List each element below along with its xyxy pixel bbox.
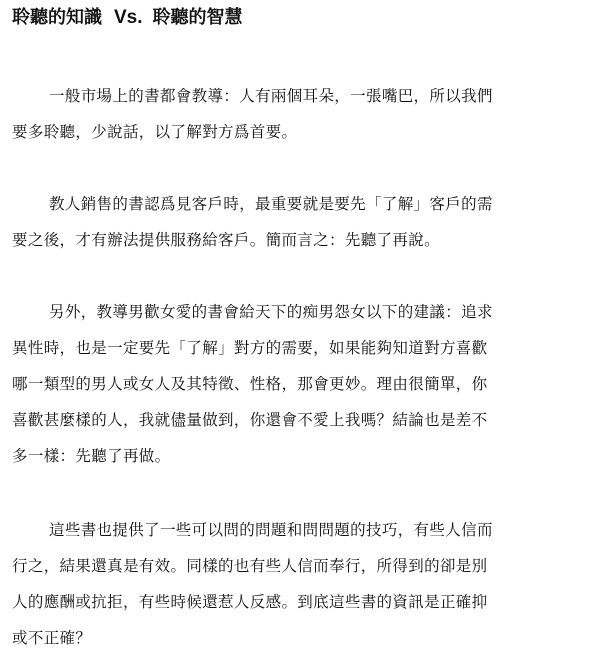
paragraph-line: 或不正確？ xyxy=(12,629,92,647)
paragraph-2 xyxy=(12,186,572,258)
paragraph-1 xyxy=(12,78,572,150)
title-vs: Vs. xyxy=(114,7,143,28)
paragraph-4 xyxy=(12,512,572,656)
title-right: 聆聽的智慧 xyxy=(152,7,243,28)
paragraph-line: 多一樣：先聽了再做。 xyxy=(12,447,171,465)
paragraph-line: 人的應酬或抗拒，有些時候還惹人反感。到底這些書的資訊是正確抑 xyxy=(12,593,488,611)
paragraph-line: 喜歡甚麼樣的人，我就儘量做到，你還會不愛上我嗎？結論也是差不 xyxy=(12,411,488,429)
paragraph-line: 一般市場上的書都會教導：人有兩個耳朵，一張嘴巴，所以我們 xyxy=(49,87,493,105)
paragraph-line: 異性時，也是一定要先「了解」對方的需要，如果能夠知道對方喜歡 xyxy=(12,339,488,357)
paragraph-line: 行之，結果還真是有效。同樣的也有些人信而奉行，所得到的卻是別 xyxy=(12,557,488,575)
paragraph-line: 另外，教導男歡女愛的書會給天下的痴男怨女以下的建議：追求 xyxy=(49,303,493,321)
paragraph-3 xyxy=(12,294,572,474)
paragraph-line: 要多聆聽，少說話，以了解對方爲首要。 xyxy=(12,123,298,141)
title-left: 聆聽的知識 xyxy=(12,7,102,28)
paragraph-line: 這些書也提供了一些可以問的問題和問問題的技巧，有些人信而 xyxy=(49,521,493,539)
paragraph-line: 要之後，才有辦法提供服務給客戶。簡而言之：先聽了再說。 xyxy=(12,231,440,249)
paragraph-line: 哪一類型的男人或女人及其特徵、性格，那會更妙。理由很簡單，你 xyxy=(12,375,488,393)
paragraph-line: 教人銷售的書認爲見客戶時，最重要就是要先「了解」客戶的需 xyxy=(49,195,493,213)
document-title xyxy=(12,4,243,32)
